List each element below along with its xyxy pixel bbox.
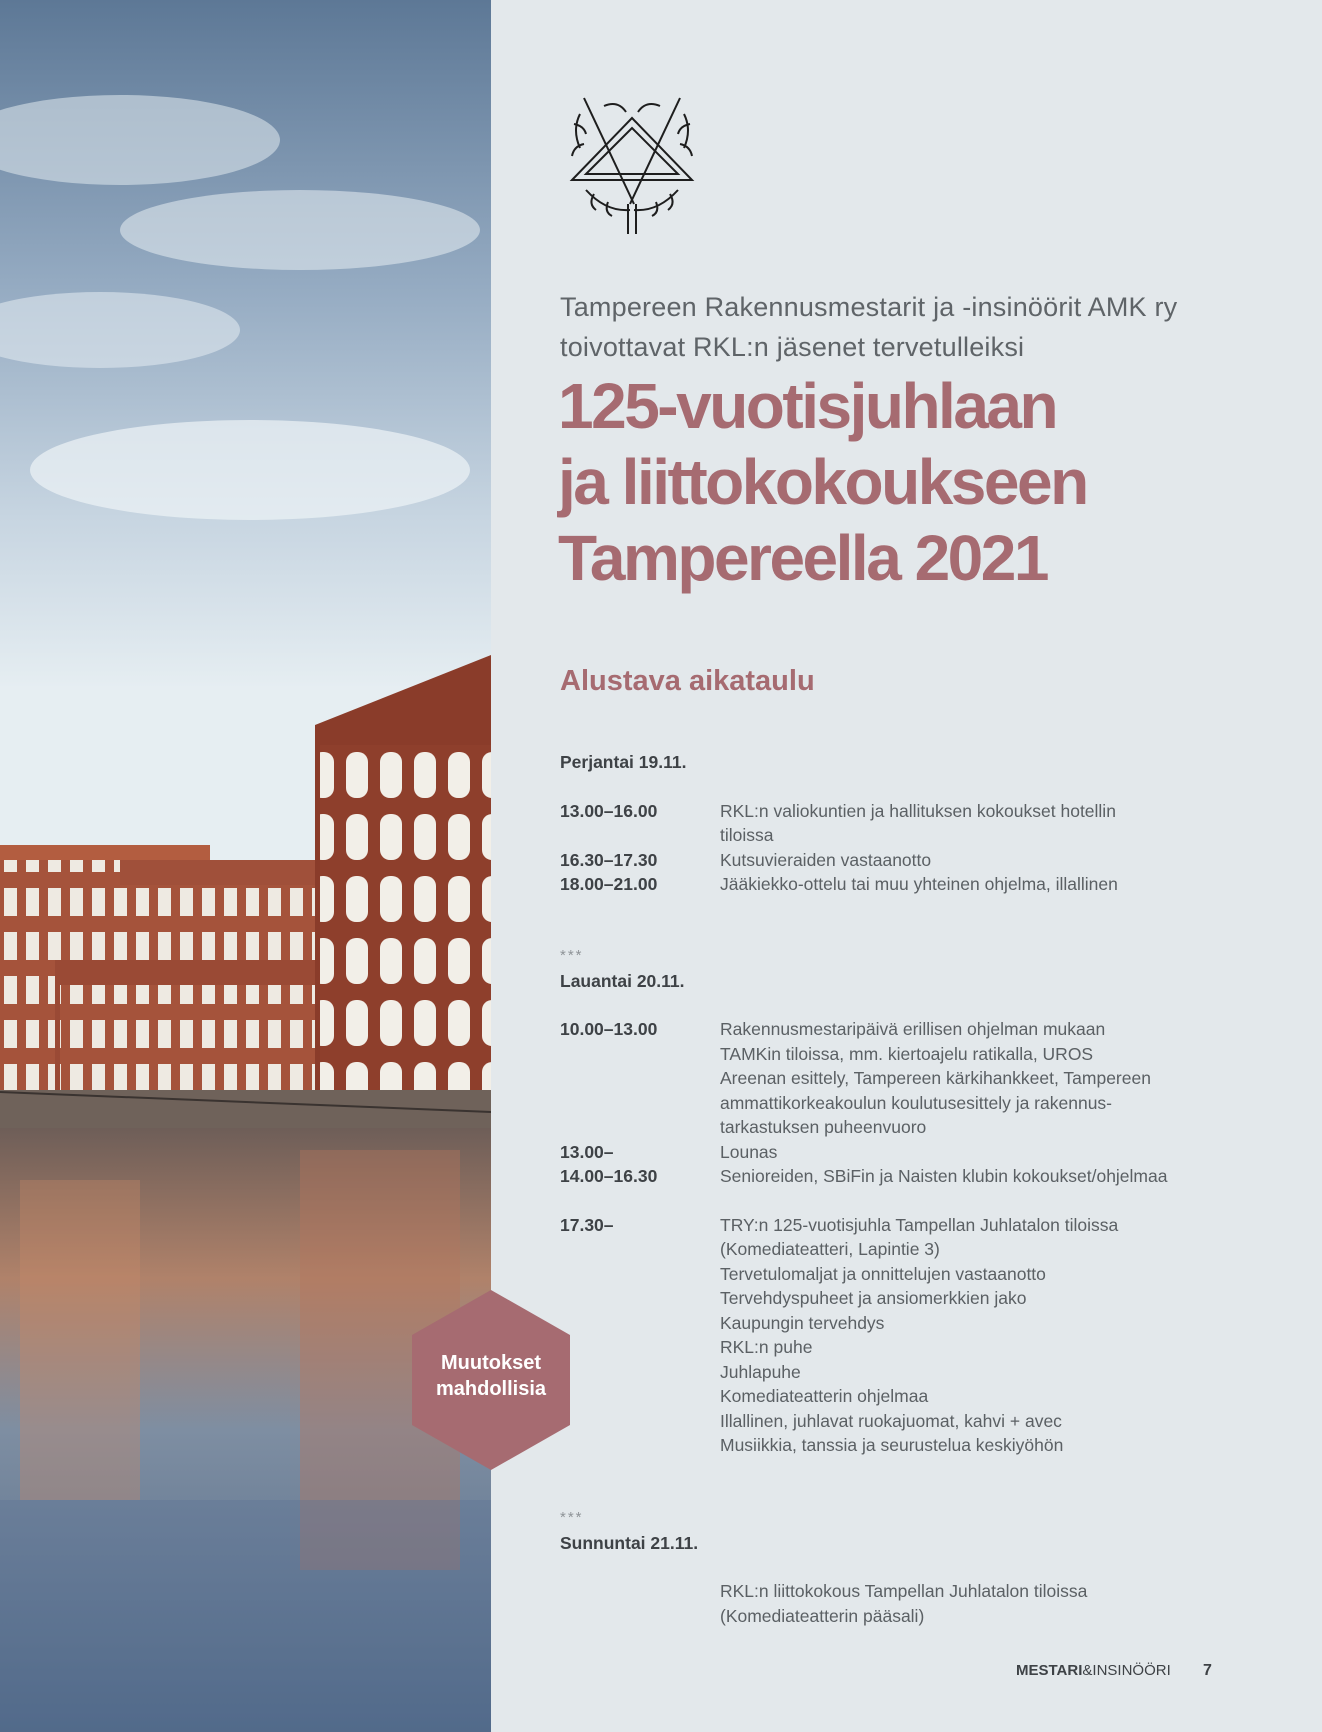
event-line: Illallinen, juhlavat ruokajuomat, kahvi + avec: [720, 1410, 1062, 1431]
event-line: RKL:n valiokuntien ja hallituksen kokoukset hotellin: [720, 800, 1116, 821]
separator: ***: [560, 947, 584, 964]
event-time: 14.00–16.30: [560, 1166, 658, 1186]
schedule-row: [560, 1213, 1240, 1458]
event-description: [720, 872, 1240, 897]
event-description: [720, 1017, 1240, 1140]
event-line: tiloissa: [720, 825, 774, 845]
intro-line-1: Tampereen Rakennusmestarit ja -insinöörit AMK ry: [560, 292, 1178, 322]
event-time: 17.30–: [560, 1214, 614, 1235]
event-line: ammattikorkeakoulun koulutusesittely ja rakennus-: [720, 1092, 1112, 1113]
brand-rest: &INSINÖÖRI: [1082, 1662, 1171, 1679]
intro-text: [560, 287, 1260, 367]
saturday-title: Lauantai 20.11.: [560, 970, 685, 991]
schedule-heading: Alustava aikataulu: [560, 665, 815, 697]
event-time: [560, 1579, 720, 1628]
friday-schedule: [560, 750, 1240, 897]
event-line: Kaupungin tervehdys: [720, 1312, 885, 1333]
sunday-schedule: [560, 1506, 1240, 1628]
tampere-factory-photo: [0, 0, 491, 1732]
event-description: [720, 1164, 1240, 1189]
badge-text: [412, 1350, 570, 1402]
event-line: Rakennusmestaripäivä erillisen ohjelman mukaan: [720, 1019, 1106, 1039]
schedule-row: [560, 799, 1240, 848]
event-description: [720, 1213, 1240, 1458]
event-line: TAMKin tiloissa, mm. kiertoajelu ratikalla, UROS: [720, 1043, 1094, 1064]
event-line: (Komediateatteri, Lapintie 3): [720, 1239, 940, 1259]
friday-title: Perjantai 19.11.: [560, 752, 687, 772]
title-line-1: 125-vuotisjuhlaan: [558, 370, 1057, 442]
event-line: Kutsuvieraiden vastaanotto: [720, 849, 932, 870]
event-line: Komediateatterin ohjelmaa: [720, 1386, 929, 1406]
title-line-2: ja liittokokoukseen: [558, 446, 1087, 518]
event-time: 16.30–17.30: [560, 849, 658, 870]
schedule-row: [560, 1164, 1240, 1189]
event-line: (Komediateatterin pääsali): [720, 1605, 925, 1626]
brand-bold: MESTARI: [1016, 1662, 1083, 1679]
event-line: Juhlapuhe: [720, 1361, 801, 1382]
event-line: RKL:n liittokokous Tampellan Juhlatalon tiloissa: [720, 1581, 1088, 1601]
event-line: Lounas: [720, 1141, 778, 1162]
event-description: [720, 1579, 1240, 1628]
schedule-row: [560, 1017, 1240, 1140]
schedule-row: [560, 872, 1240, 897]
event-time: 18.00–21.00: [560, 874, 658, 894]
page-title: [558, 368, 1298, 596]
event-line: tarkastuksen puheenvuoro: [720, 1117, 927, 1137]
event-line: Areenan esittely, Tampereen kärkihankkeet, Tampereen: [720, 1068, 1151, 1088]
event-description: [720, 799, 1240, 848]
event-line: Tervetulomaljat ja onnittelujen vastaanotto: [720, 1263, 1046, 1284]
rkl-emblem-icon: [564, 94, 700, 238]
event-description: [720, 848, 1240, 873]
event-description: [720, 1140, 1240, 1165]
event-line: Musiikkia, tanssia ja seurustelua keskiyöhön: [720, 1435, 1064, 1455]
sunday-title: Sunnuntai 21.11.: [560, 1532, 699, 1553]
event-time: 13.00–: [560, 1141, 614, 1162]
magazine-brand: [1016, 1662, 1171, 1679]
event-time: 13.00–16.00: [560, 800, 658, 821]
event-line: Jääkiekko-ottelu tai muu yhteinen ohjelma, illallinen: [720, 874, 1118, 894]
schedule-row: [560, 848, 1240, 873]
schedule-row: [560, 1140, 1240, 1165]
event-time: 10.00–13.00: [560, 1019, 658, 1039]
event-line: RKL:n puhe: [720, 1337, 813, 1357]
badge-line-1: Muutokset: [441, 1352, 541, 1374]
page-number: 7: [1203, 1662, 1212, 1679]
event-line: Tervehdyspuheet ja ansiomerkkien jako: [720, 1288, 1027, 1308]
badge-line-2: mahdollisia: [435, 1378, 547, 1400]
intro-line-2: toivottavat RKL:n jäsenet tervetulleiksi: [560, 332, 1025, 362]
schedule-row: [560, 1579, 1240, 1628]
title-line-3: Tampereella 2021: [558, 522, 1047, 594]
saturday-schedule: [560, 944, 1240, 1458]
separator: ***: [560, 1509, 584, 1526]
event-line: TRY:n 125-vuotisjuhla Tampellan Juhlatalon tiloissa: [720, 1214, 1119, 1235]
event-line: Senioreiden, SBiFin ja Naisten klubin kokoukset/ohjelmaa: [720, 1166, 1168, 1186]
